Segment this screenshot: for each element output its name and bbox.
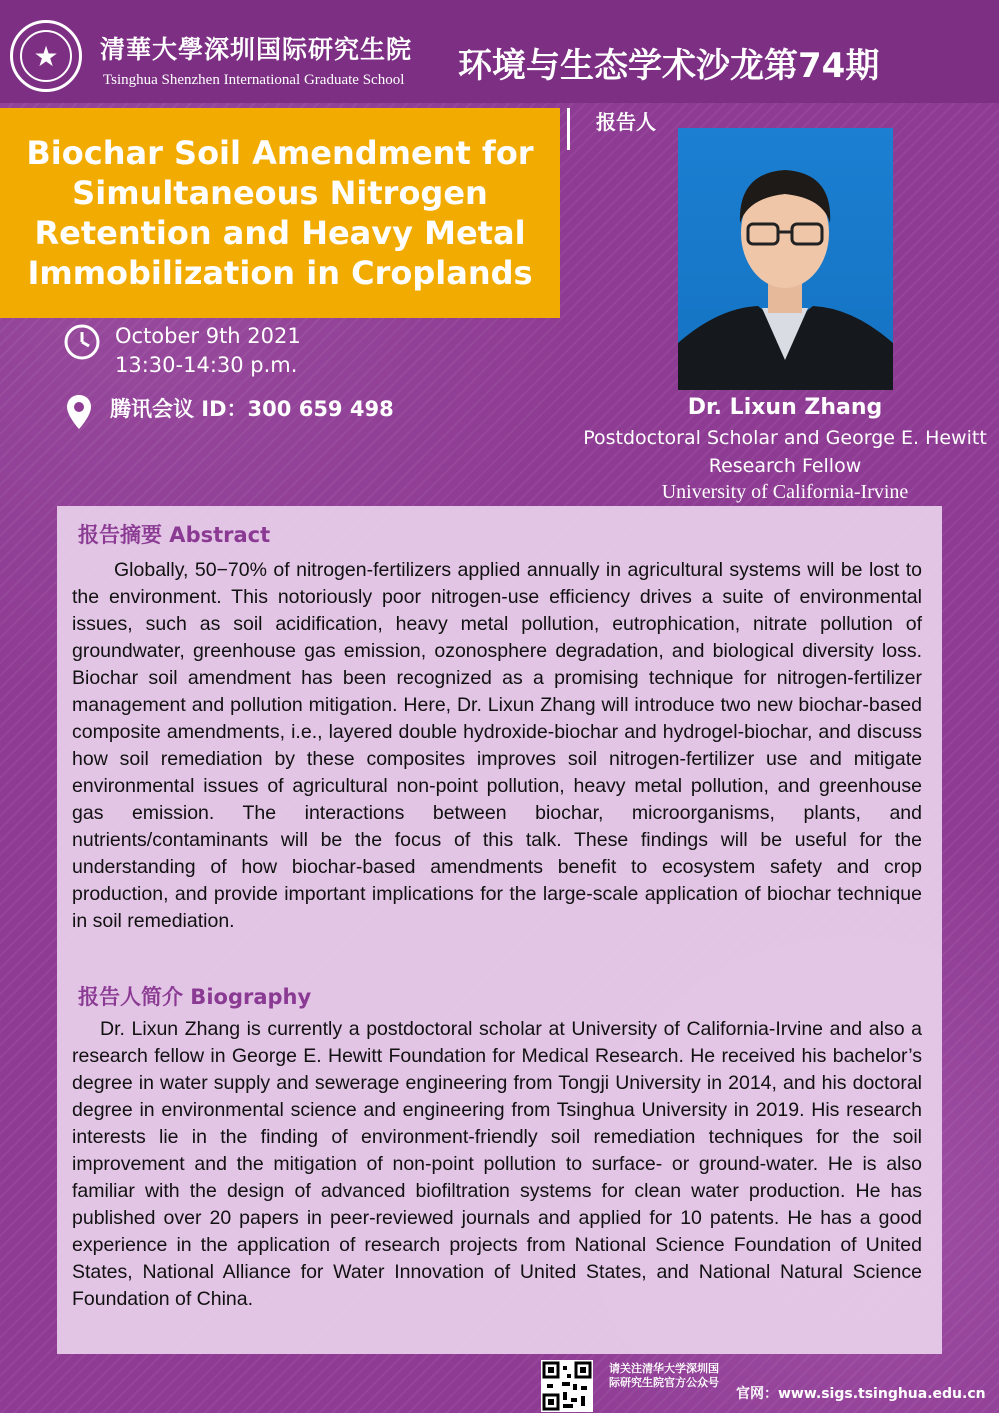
qr-code <box>541 1360 593 1412</box>
location-pin-icon <box>66 394 92 435</box>
series-title: 环境与生态学术沙龙第74期 <box>458 46 880 86</box>
talk-time: 13:30-14:30 p.m. <box>115 353 298 377</box>
talk-datetime <box>115 322 301 380</box>
talk-title-box <box>0 108 560 318</box>
speaker-university: University of California-Irvine <box>661 481 909 503</box>
meeting-id: 腾讯会议 ID：300 659 498 <box>110 397 394 421</box>
talk-title: Biochar Soil Amendment for Simultaneous Nitrogen Retention and Heavy Metal Immobilization in Croplands <box>26 134 534 292</box>
abstract-heading: 报告摘要 Abstract <box>78 523 271 547</box>
speaker-label: 报告人 <box>596 110 656 134</box>
divider-line <box>567 108 570 150</box>
school-name-en: Tsinghua Shenzhen International Graduate School <box>103 72 405 88</box>
talk-date: October 9th 2021 <box>115 324 301 348</box>
website-link[interactable]: 官网：www.sigs.tsinghua.edu.cn <box>736 1386 986 1402</box>
speaker-photo <box>678 128 893 390</box>
speaker-name: Dr. Lixun Zhang <box>687 395 883 420</box>
header-bar <box>0 0 999 103</box>
biography-heading: 报告人简介 Biography <box>78 985 312 1009</box>
school-name-cn: 清華大學深圳国际研究生院 <box>100 35 413 64</box>
qr-caption: 请关注清华大学深圳国际研究生院官方公众号 <box>609 1362 719 1389</box>
biography-text: Dr. Lixun Zhang is currently a postdoctoral scholar at University of California-Irvine and also a research fellow in George E. Hewitt Foundation for Medical Research. He received his bachelor’s degree in water supply and sewerage engineering from Tongji University in 2014, and his doctoral degree in environmental science and engineering from Tsinghua University in 2019. His research interests lie in the finding of environment-friendly soil remediation techniques for the soil improvement and the mitigation of non-point pollution to surface- or ground-water. He is also familiar with the design of advanced biofiltration systems for clean water production. He has published over 20 papers in peer-reviewed journals and applied for 10 patents. He has a good experience in the application of research projects from National Science Foundation of United States, National Alliance for Water Innovation of United States, and National Natural Science Foundation of China. <box>72 1018 922 1310</box>
speaker-position: Postdoctoral Scholar and George E. Hewitt Research Fellow <box>583 427 987 477</box>
clock-icon <box>62 322 102 367</box>
university-seal-logo: ★ <box>10 20 82 92</box>
abstract-text: Globally, 50−70% of nitrogen-fertilizers applied annually in agricultural systems will be lost to the environment. This notoriously poor nitrogen-use efficiency drives a suite of environmental issues, such as soil acidification, heavy metal pollution, eutrophication, nitrate pollution of groundwater, greenhouse gas emission, ozonosphere degradation, and biological diversity loss. Biochar soil amendment has been recognized as a promising technique for nitrogen-fertilizer management and pollution mitigation. Here, Dr. Lixun Zhang will introduce two new biochar-based composite amendments, i.e., layered double hydroxide-biochar and hydrogel-biochar, and discuss how soil remediation by these composites improves soil nitrogen-fertilizer use and mitigate environmental issues of agricultural non-point pollution, heavy metal pollution, and greenhouse gas emission. The interactions between biochar, microorganisms, plants, and nutrients/contaminants will be the focus of this talk. These findings will be useful for the understanding of how biochar-based amendments benefit to ecosystem safety and crop production, and provide important implications for the large-scale application of biochar technique in soil remediation. <box>72 559 922 932</box>
